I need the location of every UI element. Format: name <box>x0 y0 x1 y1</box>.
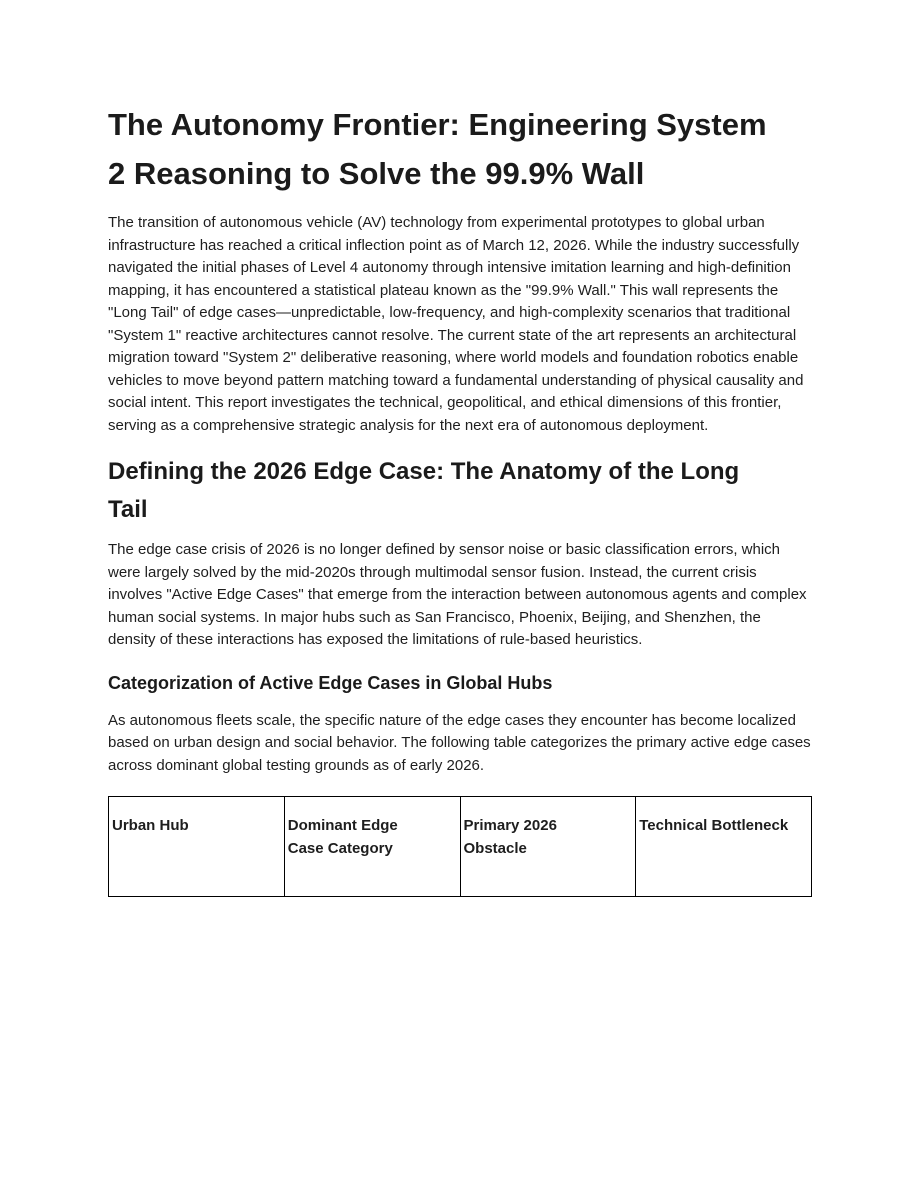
edge-case-table <box>108 796 812 897</box>
table-header-urban-hub-label: Urban Hub <box>112 817 189 834</box>
table-header-dominant-edge-case-category <box>284 797 460 897</box>
table-header-primary-2026-obstacle-label: Primary 2026 Obstacle <box>463 817 557 857</box>
table-header-primary-2026-obstacle <box>460 797 636 897</box>
section-heading-anatomy-of-long-tail: Defining the 2026 Edge Case: The Anatomy of the Long Tail <box>108 458 740 523</box>
document-title: The Autonomy Frontier: Engineering System 2 Reasoning to Solve the 99.9% Wall <box>108 107 767 191</box>
categorization-paragraph: As autonomous fleets scale, the specific nature of the edge cases they encounter has become localized based on urban design and social behavior. The following table categorizes the primary active edge cases across dominant global testing grounds as of early 2026. <box>108 711 811 774</box>
table-header-technical-bottleneck <box>636 797 812 897</box>
table-header-dominant-edge-case-category-label: Dominant Edge Case Category <box>287 817 398 857</box>
subsection-heading-categorization: Categorization of Active Edge Cases in Global Hubs <box>108 672 553 693</box>
table-header-row <box>109 797 812 897</box>
intro-paragraph: The transition of autonomous vehicle (AV) technology from experimental prototypes to global urban infrastructure has reached a critical inflection point as of March 12, 2026. While the industry successfully navigated the initial phases of Level 4 autonomy through intensive imitation learning and high-definition mapping, it has encountered a statistical plateau known as the "99.9% Wall." This wall represents the "Long Tail" of edge cases—unpredictable, low-frequency, and high-complexity scenarios that traditional "System 1" reactive architectures cannot resolve. The current state of the art represents an architectural migration toward "System 2" deliberative reasoning, where world models and foundation robotics enable vehicles to move beyond pattern matching toward a fundamental understanding of physical causality and social intent. This report investigates the technical, geopolitical, and ethical dimensions of this frontier, serving as a comprehensive strategic analysis for the next era of autonomous deployment. <box>108 214 804 434</box>
edge-case-paragraph: The edge case crisis of 2026 is no longer defined by sensor noise or basic classification errors, which were largely solved by the mid-2020s through multimodal sensor fusion. Instead, the current crisis involves "Active Edge Cases" that emerge from the interaction between autonomous agents and complex human social systems. In major hubs such as San Francisco, Phoenix, Beijing, and Shenzhen, the density of these interactions has exposed the limitations of rule-based heuristics. <box>108 541 807 648</box>
table-header-technical-bottleneck-label: Technical Bottleneck <box>639 817 789 834</box>
table-header-urban-hub <box>109 797 285 897</box>
